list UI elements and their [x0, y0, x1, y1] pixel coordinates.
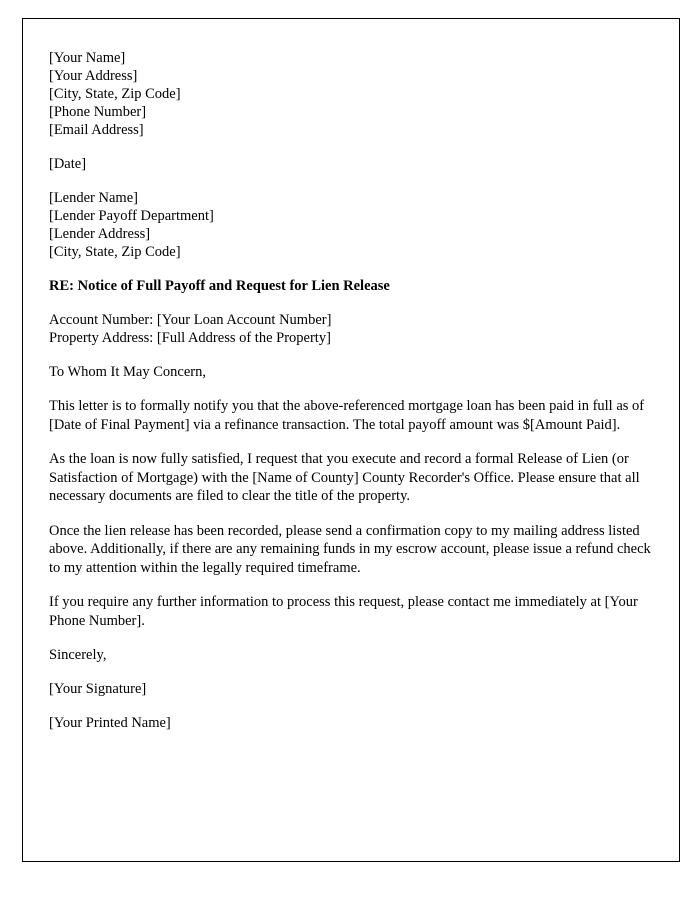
recipient-address-block — [49, 189, 651, 261]
lender-name: [Lender Name] — [49, 190, 138, 206]
signature-block — [49, 680, 651, 698]
date-block — [49, 155, 651, 173]
lender-department: [Lender Payoff Department] — [49, 208, 214, 224]
sender-city-state-zip: [City, State, Zip Code] — [49, 86, 181, 102]
signature-placeholder: [Your Signature] — [49, 681, 147, 697]
reference-block — [49, 311, 651, 347]
lender-city-state-zip: [City, State, Zip Code] — [49, 244, 181, 260]
lender-address: [Lender Address] — [49, 226, 151, 242]
printed-name-placeholder: [Your Printed Name] — [49, 715, 171, 731]
salutation-block — [49, 363, 651, 381]
sender-address-block — [49, 49, 651, 139]
letter-document — [22, 18, 680, 862]
sender-email: [Email Address] — [49, 122, 144, 138]
account-number-line: Account Number: [Your Loan Account Number] — [49, 312, 332, 328]
sender-address: [Your Address] — [49, 68, 138, 84]
property-address-line: Property Address: [Full Address of the Property] — [49, 330, 331, 346]
body-paragraph-1: This letter is to formally notify you that the above-referenced mortgage loan has been paid in full as of [Date of Final Payment] via a refinance transaction. The total payoff amount was $[Amount Paid]. — [49, 398, 645, 433]
salutation: To Whom It May Concern, — [49, 364, 206, 380]
body-paragraph-4: If you require any further information to process this request, please contact me immediately at [Your Phone Number]. — [49, 594, 638, 629]
sender-name: [Your Name] — [49, 50, 126, 66]
subject-line: RE: Notice of Full Payoff and Request for Lien Release — [49, 278, 390, 294]
body-paragraph-2: As the loan is now fully satisfied, I request that you execute and record a formal Release of Lien (or Satisfaction of Mortgage) with the [Name of County] County Recorder's Office. Please ensure that all necessary documents are filed to clear the title of the property. — [49, 451, 640, 504]
letter-date: [Date] — [49, 156, 87, 172]
sender-phone: [Phone Number] — [49, 104, 147, 120]
closing: Sincerely, — [49, 647, 107, 663]
printed-name-block — [49, 714, 651, 732]
body-paragraph-3: Once the lien release has been recorded, please send a confirmation copy to my mailing address listed above. Additionally, if there are any remaining funds in my escrow account, please issue a refund check to my attention within the legally required timeframe. — [49, 522, 651, 576]
closing-block — [49, 646, 651, 664]
